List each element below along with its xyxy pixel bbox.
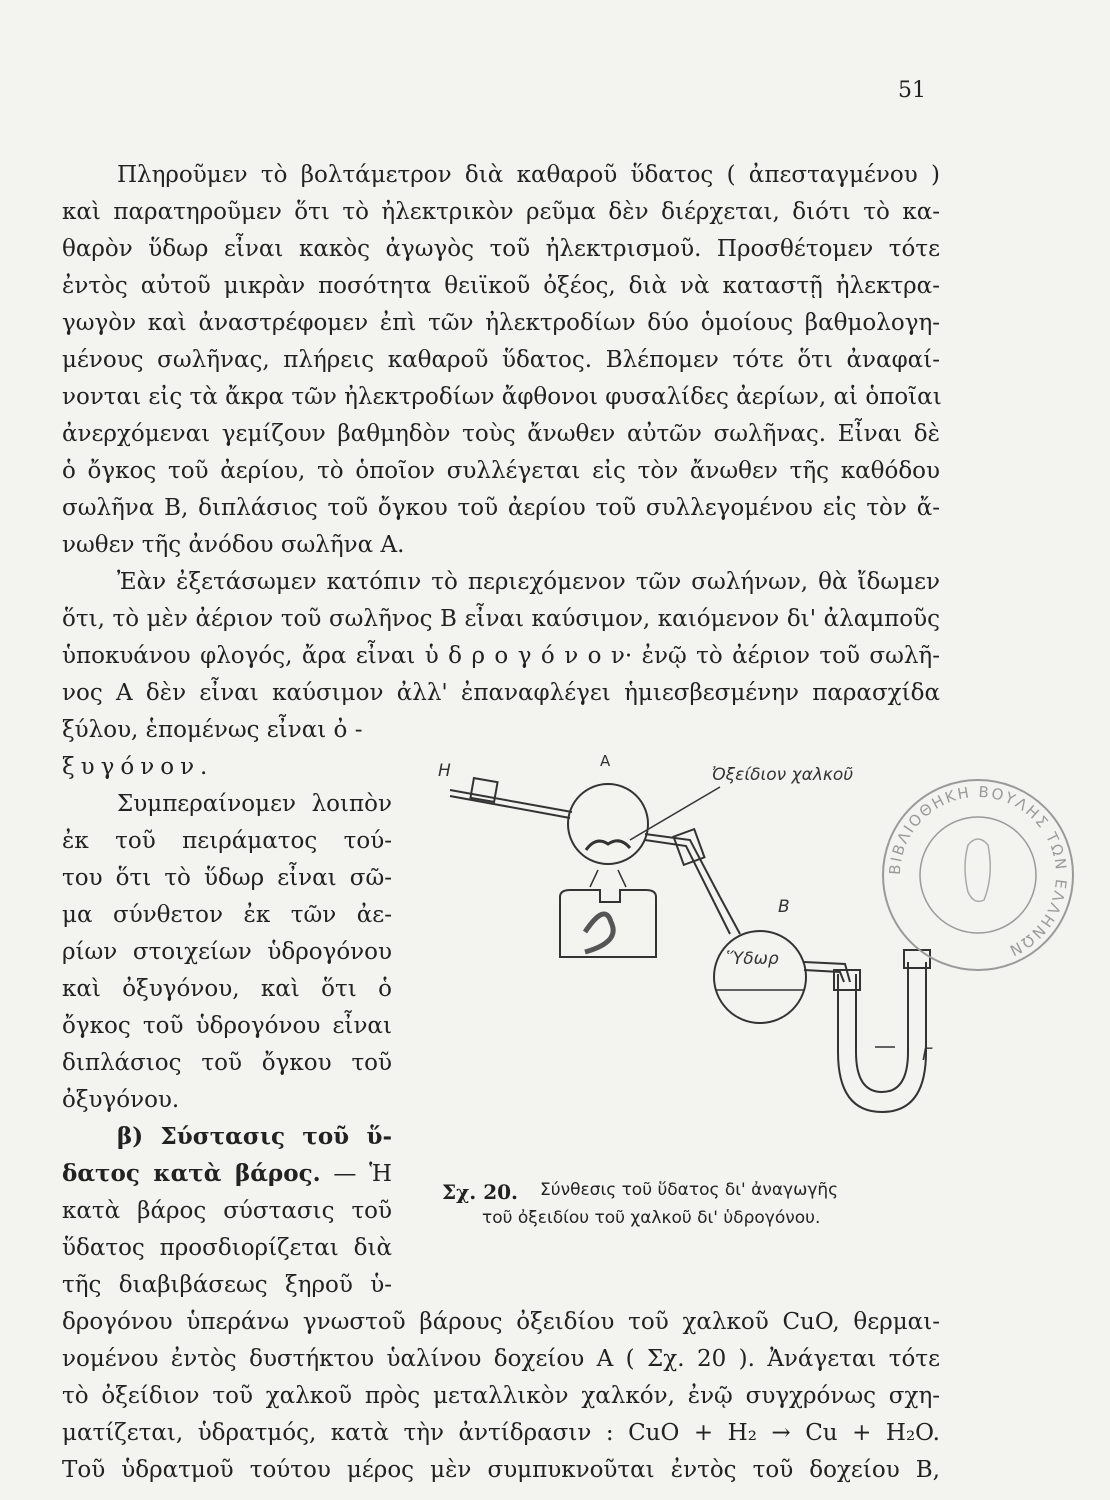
text-line: Συμπεραίνομεν λοιπὸν xyxy=(117,791,392,817)
section-heading-line2 xyxy=(62,1159,392,1189)
text-line: ρίων στοιχείων ὑδρογόνου xyxy=(62,939,392,965)
text-line: ὅτι, τὸ μὲν ἀέριον τοῦ σωλῆνος Β εἶναι καύσιμον, καιόμενον δι' ἀλαμποῦς xyxy=(62,606,940,632)
text-line: κατὰ βάρος σύστασις τοῦ xyxy=(62,1198,392,1224)
text-line: ξύλου, ἑπομένως εἶναι ὀ - xyxy=(62,717,363,743)
text-line: θαρὸν ὕδωρ εἶναι κακὸς ἀγωγὸς τοῦ ἠλεκτρισμοῦ. Προσθέτομεν τότε xyxy=(62,236,940,262)
label-oxide: Ὀξείδιον χαλκοῦ xyxy=(712,765,854,785)
text-line: δρογόνου ὑπεράνω γνωστοῦ βάρους ὀξειδίου τοῦ χαλκοῦ CuO, θερμαι- xyxy=(62,1309,940,1335)
text-line: ὀξυγόνου. xyxy=(62,1087,180,1113)
text-line: ματίζεται, ὑδρατμός, κατὰ τὴν ἀντίδρασιν : CuO + H₂ → Cu + H₂O. xyxy=(62,1420,940,1446)
section-heading-bold: δατος κατὰ βάρος. xyxy=(62,1160,321,1187)
text-line: ἐντὸς αὐτοῦ μικρὰν ποσότητα θειϊκοῦ ὀξέος, διὰ νὰ καταστῇ ἠλεκτρα- xyxy=(62,273,940,299)
figure-caption-line2: τοῦ ὀξειδίου τοῦ χαλκοῦ δι' ὑδρογόνου. xyxy=(482,1208,821,1228)
text-line: νονται εἰς τὰ ἄκρα τῶν ἠλεκτροδίων ἄφθονοι φυσαλίδες ἀερίων, αἱ ὁποῖαι xyxy=(62,384,942,410)
text-line: νωθεν τῆς ἀνόδου σωλῆνα Α. xyxy=(62,532,405,558)
section-heading-tail: — Ἡ xyxy=(320,1161,392,1187)
text-line: τῆς διαβιβάσεως ξηροῦ ὑ- xyxy=(62,1272,392,1298)
stamp-text: ΒΙΒΛΙΟΘΗΚΗ ΒΟΥΛΗΣ ΤΩΝ ΕΛΛΗΝΩΝ xyxy=(885,782,1071,961)
text-line: μένους σωλῆνας, πλήρεις καθαροῦ ὕδατος. Βλέπομεν τότε ὅτι ἀναφαί- xyxy=(62,347,940,373)
text-line: ὑποκυάνου φλογός, ἄρα εἶναι ὑ δ ρ ο γ ό ν ο ν· ἐνῷ τὸ ἀέριον τοῦ σωλῆ- xyxy=(62,643,940,669)
label-b: B xyxy=(778,897,790,917)
text-line: ὁ ὄγκος τοῦ ἀερίου, τὸ ὁποῖον συλλέγεται εἰς τὸν ἄνωθεν τῆς καθόδου xyxy=(62,458,940,484)
text-line: νος Α δὲν εἶναι καύσιμον ἀλλ' ἐπαναφλέγει ἡμιεσβεσμένην παρασχίδα xyxy=(62,680,940,706)
text-line: ἀνερχόμεναι γεμίζουν βαθμηδὸν τοὺς ἄνωθεν αὐτῶν σωλῆνας. Εἶναι δὲ xyxy=(62,421,940,447)
page-number: 51 xyxy=(898,78,926,103)
label-a: A xyxy=(600,752,611,770)
label-water: Ὕδωρ xyxy=(726,949,779,969)
text-line: του ὅτι τὸ ὕδωρ εἶναι σῶ- xyxy=(62,865,392,891)
text-line: καὶ ὀξυγόνου, καὶ ὅτι ὁ xyxy=(62,976,392,1002)
text-line: Τοῦ ὑδρατμοῦ τούτου μέρος μὲν συμπυκνοῦται ἐντὸς τοῦ δοχείου Β, xyxy=(62,1457,940,1483)
library-stamp xyxy=(878,775,1078,975)
section-heading: β) Σύστασις τοῦ ὕ- xyxy=(117,1123,392,1150)
text-line: γωγὸν καὶ ἀναστρέφομεν ἐπὶ τῶν ἠλεκτροδίων δύο ὁμοίους βαθμολογη- xyxy=(62,310,940,336)
text-line: νομένου ἐντὸς δυστήκτου ὑαλίνου δοχείου Α ( Σχ. 20 ). Ἀνάγεται τότε xyxy=(62,1346,940,1372)
text-line: ἐκ τοῦ πειράματος τού- xyxy=(62,828,392,854)
text-line: ξυγόνον. xyxy=(62,754,214,780)
text-line: μα σύνθετον ἐκ τῶν ἀε- xyxy=(62,902,392,928)
text-line: καὶ παρατηροῦμεν ὅτι τὸ ἠλεκτρικὸν ρεῦμα δὲν διέρχεται, διότι τὸ κα- xyxy=(62,199,940,225)
text-line: σωλῆνα Β, διπλάσιος τοῦ ὄγκου τοῦ ἀερίου τοῦ συλλεγομένου εἰς τὸν ἄ- xyxy=(62,495,940,521)
figure-caption-line1: Σύνθεσις τοῦ ὕδατος δι' ἀναγωγῆς xyxy=(540,1180,839,1200)
text-line: ὕδατος προσδιορίζεται διὰ xyxy=(62,1235,392,1261)
text-line: διπλάσιος τοῦ ὄγκου τοῦ xyxy=(62,1050,392,1076)
figure-caption-num: Σχ. 20. xyxy=(442,1180,519,1204)
text-line: τὸ ὀξείδιον τοῦ χαλκοῦ πρὸς μεταλλικὸν χαλκόν, ἐνῷ συγχρόνως σχη- xyxy=(62,1383,940,1409)
text-line: ὄγκος τοῦ ὑδρογόνου εἶναι xyxy=(62,1013,392,1039)
text-line: Ἐὰν ἐξετάσωμεν κατόπιν τὸ περιεχόμενον τῶν σωλήνων, θὰ ἴδωμεν xyxy=(117,569,940,595)
label-g: Γ xyxy=(922,1045,932,1065)
text-line: Πληροῦμεν τὸ βολτάμετρον διὰ καθαροῦ ὕδατος ( ἀπεσταγμένου ) xyxy=(117,162,940,188)
label-h: H xyxy=(438,761,451,781)
apparatus-figure xyxy=(420,752,940,1127)
